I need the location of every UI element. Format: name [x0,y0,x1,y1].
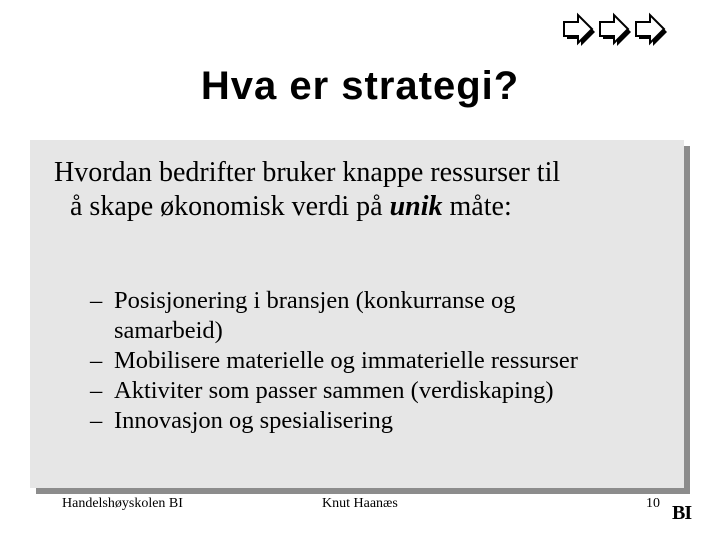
navigation-arrows [560,10,676,50]
footer-institution: Handelshøyskolen BI [62,496,183,511]
list-item-line: samarbeid) [114,317,223,344]
lead-line-1: Hvordan bedrifter bruker knappe ressurser til [54,157,561,188]
list-item [90,286,670,346]
slide-title: Hva er strategi? [200,64,520,108]
bullet-marker: – [90,377,103,404]
footer-author: Knut Haanæs [322,496,398,511]
bullet-list [90,286,670,436]
list-item-line: Posisjonering i bransjen (konkurranse og [114,287,516,314]
lead-emphasis: unik [389,191,443,222]
list-item-line: Innovasjon og spesialisering [114,407,393,434]
right-arrow-icon [600,15,631,46]
bullet-marker: – [90,347,103,374]
list-item [90,406,670,436]
lead-paragraph [54,156,664,224]
lead-line-2 [54,190,664,224]
list-item-line: Mobilisere materielle og immaterielle ressurser [114,347,578,374]
lead-text-before: å skape økonomisk verdi på [70,191,390,222]
list-item-line: Aktiviter som passer sammen (verdiskaping) [114,377,554,404]
bullet-marker: – [90,287,103,314]
page-number: 10 [646,496,660,511]
bullet-marker: – [90,407,103,434]
list-item [90,346,670,376]
content-box [30,140,684,488]
right-arrow-icon [636,15,667,46]
right-arrow-icon [564,15,595,46]
list-item [90,376,670,406]
lead-text-after: måte: [442,191,512,222]
bi-logo: BI [672,502,692,524]
